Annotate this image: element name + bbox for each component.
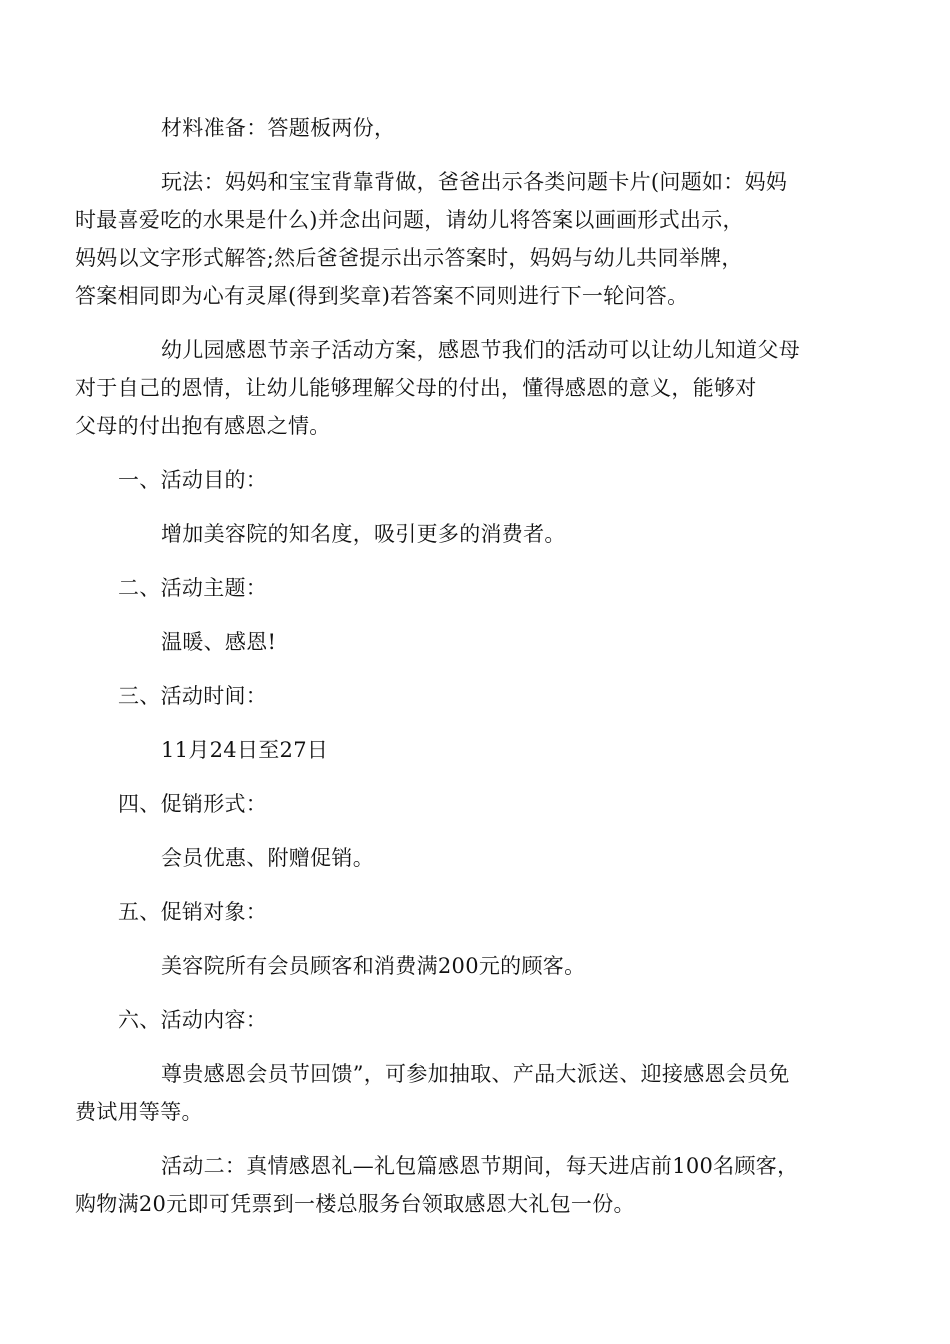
text-line: 温暖、感恩! — [161, 630, 277, 654]
text-line: 三、活动时间： — [118, 684, 268, 708]
section-heading-content — [118, 1001, 832, 1039]
text-line: 四、促销形式： — [118, 792, 268, 816]
text-line: 材料准备：答题板两份， — [161, 116, 396, 140]
text-line: 美容院所有会员顾客和消费满200元的顾客。 — [161, 954, 586, 978]
text-line: 购物满20元即可凭票到一楼总服务台领取感恩大礼包一份。 — [75, 1192, 635, 1216]
text-line: 六、活动内容： — [118, 1008, 268, 1032]
text-line: 对于自己的恩情，让幼儿能够理解父母的付出，懂得感恩的意义，能够对 — [75, 376, 757, 400]
document-page — [75, 109, 832, 1223]
text-line: 费试用等等。 — [75, 1100, 203, 1124]
section-heading-promo-target — [118, 893, 832, 931]
section-body-purpose — [118, 515, 832, 553]
paragraph-gameplay — [75, 163, 832, 315]
section-heading-purpose — [118, 461, 832, 499]
paragraph-plan-intro — [75, 331, 832, 445]
text-line: 活动二：真情感恩礼—礼包篇感恩节期间，每天进店前100名顾客， — [161, 1154, 799, 1178]
section-body-promo-form — [118, 839, 832, 877]
section-heading-theme — [118, 569, 832, 607]
text-line: 尊贵感恩会员节回馈”，可参加抽取、产品大派送、迎接感恩会员免 — [161, 1062, 790, 1086]
text-line: 增加美容院的知名度，吸引更多的消费者。 — [161, 522, 566, 546]
text-line: 一、活动目的： — [118, 468, 268, 492]
text-line: 妈妈以文字形式解答;然后爸爸提示出示答案时，妈妈与幼儿共同举牌， — [75, 246, 743, 270]
text-line: 答案相同即为心有灵犀(得到奖章)若答案不同则进行下一轮问答。 — [75, 284, 689, 308]
text-line: 二、活动主题： — [118, 576, 268, 600]
section-heading-promo-form — [118, 785, 832, 823]
paragraph-activity-2 — [75, 1147, 832, 1223]
section-body-content — [75, 1055, 832, 1131]
section-body-time — [118, 731, 832, 769]
text-line: 会员优惠、附赠促销。 — [161, 846, 374, 870]
section-heading-time — [118, 677, 832, 715]
section-body-promo-target — [118, 947, 832, 985]
paragraph-materials — [118, 109, 832, 147]
section-body-theme — [118, 623, 832, 661]
text-line: 时最喜爱吃的水果是什么)并念出问题，请幼儿将答案以画画形式出示， — [75, 208, 744, 232]
text-line: 幼儿园感恩节亲子活动方案，感恩节我们的活动可以让幼儿知道父母 — [161, 338, 800, 362]
text-line: 玩法：妈妈和宝宝背靠背做，爸爸出示各类问题卡片(问题如：妈妈 — [161, 170, 788, 194]
text-line: 五、促销对象： — [118, 900, 268, 924]
text-line: 11月24日至27日 — [161, 738, 329, 762]
text-line: 父母的付出抱有感恩之情。 — [75, 414, 331, 438]
